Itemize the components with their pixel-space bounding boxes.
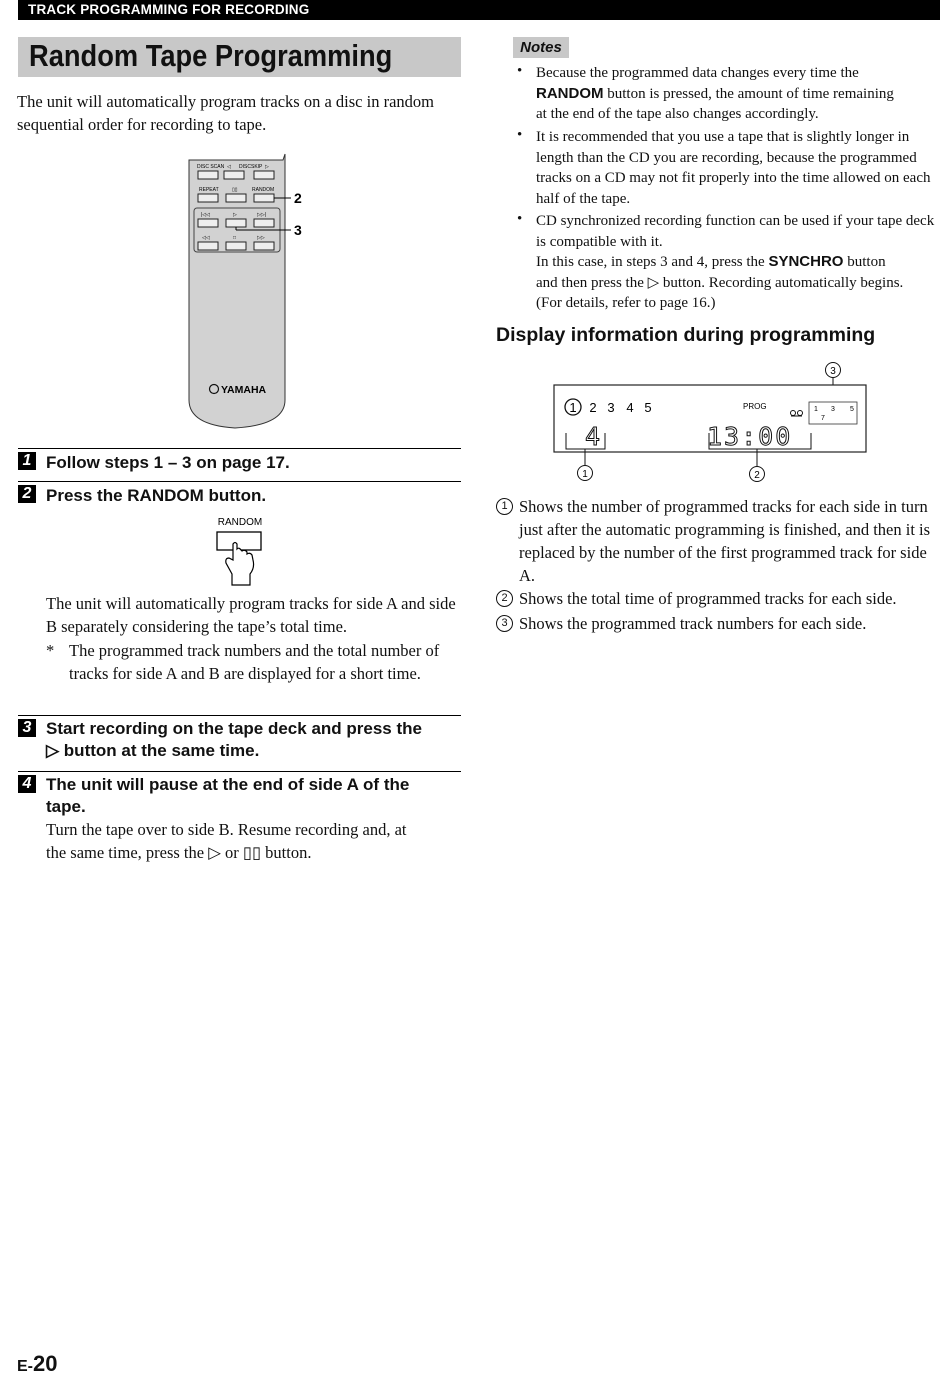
remote-button	[198, 171, 218, 179]
remote-button	[198, 219, 218, 227]
note-1	[536, 63, 940, 125]
step-number: 2	[18, 485, 36, 503]
note-3	[536, 211, 940, 314]
intro-text: The unit will automatically program tracks on a disc in random sequential order for recording to tape.	[17, 92, 434, 134]
page-title: Random Tape Programming	[29, 38, 393, 73]
step-number: 3	[18, 719, 36, 737]
display-item-3: Shows the programmed track numbers for each side.	[519, 614, 867, 633]
step-number: 1	[18, 452, 36, 470]
item-number-circle: 2	[496, 590, 513, 607]
step-1	[18, 448, 461, 481]
notes-label: Notes	[513, 37, 569, 58]
remote-label: SKIP	[251, 164, 263, 170]
step-title-line: Start recording on the tape deck and press the	[46, 719, 422, 738]
remote-label: ▷▷	[257, 235, 265, 241]
display-track: 5	[644, 400, 652, 415]
remote-label: ▷	[265, 164, 269, 170]
page-num: 20	[33, 1351, 58, 1376]
step-2-body: The unit will automatically program tracks for side A and side B separately considering the tape’s total time.	[46, 594, 456, 636]
track-count-display: 4	[585, 422, 601, 451]
step-4-body-line: the same time, press the ▷ or ▯▯ button.	[46, 843, 312, 862]
callout-3: 3	[294, 222, 302, 238]
note-1-line: at the end of the tape also changes accordingly.	[536, 106, 819, 123]
step-title: Follow steps 1 – 3 on page 17.	[46, 453, 290, 472]
remote-label: □	[233, 235, 237, 241]
display-track: 3	[607, 400, 615, 415]
step-2-note: The programmed track numbers and the total number of tracks for side A and B are displayed for a short time.	[69, 641, 440, 683]
remote-label: ◁	[227, 164, 231, 170]
remote-button	[254, 219, 274, 227]
note-3-text: button	[843, 254, 886, 271]
title-box	[18, 37, 461, 77]
remote-button	[254, 242, 274, 250]
grid-track: 5	[850, 406, 854, 413]
step-title-line: ▷ button at the same time.	[46, 741, 260, 760]
display-track: 4	[626, 400, 634, 415]
step-number: 4	[18, 775, 36, 793]
bullet-icon: •	[517, 211, 523, 227]
display-item-2: Shows the total time of programmed tracks for each side.	[519, 589, 897, 608]
grid-track: 3	[831, 406, 835, 413]
display-track: 2	[589, 400, 597, 415]
page-number	[17, 1351, 57, 1377]
callout-2: 2	[294, 190, 302, 206]
random-button-press-illustration	[205, 514, 275, 590]
step-title-line: tape.	[46, 797, 86, 816]
prog-indicator: PROG	[743, 402, 767, 411]
step-2	[18, 481, 461, 512]
step-title-line: The unit will pause at the end of side A of the	[46, 775, 410, 794]
remote-button	[198, 194, 218, 202]
note-2: It is recommended that you use a tape that is slightly longer in length than the CD you are recording, because the programmed tracks on a CD may not fit properly into the time allowed on each half of the tape.	[536, 129, 931, 207]
remote-label: |◁◁	[201, 212, 210, 218]
step-3	[18, 715, 461, 772]
asterisk-mark: *	[46, 641, 55, 660]
remote-label: ▷	[233, 212, 237, 218]
display-track: 1	[569, 400, 577, 415]
remote-label: ◁◁	[202, 235, 210, 241]
step-title: Press the RANDOM button.	[46, 486, 267, 505]
section-header-bar	[18, 0, 940, 20]
remote-control-illustration	[175, 150, 315, 430]
bullet-icon: •	[517, 127, 523, 143]
page-prefix: E-	[17, 1358, 33, 1375]
random-keyword: RANDOM	[536, 84, 604, 102]
remote-button	[226, 194, 246, 202]
item-number-circle: 1	[496, 498, 513, 515]
random-button	[254, 194, 274, 202]
synchro-keyword: SYNCHRO	[768, 253, 844, 271]
random-button-graphic	[217, 532, 261, 550]
remote-button	[224, 171, 244, 179]
random-button-label: RANDOM	[217, 517, 263, 528]
remote-button	[226, 242, 246, 250]
grid-track: 7	[821, 415, 825, 422]
note-3-line	[536, 252, 940, 273]
display-panel-illustration	[553, 358, 871, 488]
grid-track: 1	[814, 406, 818, 413]
display-item-1: Shows the number of programmed tracks for each side in turn just after the automatic programming is finished, and then it is replaced by the number of the first programmed track for side A.	[519, 497, 931, 585]
remote-label-disc-scan: DISC SCAN	[197, 164, 225, 170]
note-3-line: and then press the ▷ button. Recording automatically begins.	[536, 274, 904, 291]
play-button	[226, 219, 246, 227]
callout-1-label: 1	[582, 469, 588, 480]
note-1-text: button is pressed, the amount of time remaining	[603, 85, 894, 102]
remote-label: DISC	[239, 164, 251, 170]
item-number-circle: 3	[496, 615, 513, 632]
remote-label-repeat: REPEAT	[199, 187, 219, 193]
display-info-heading: Display information during programming	[496, 324, 876, 346]
bullet-icon: •	[517, 63, 523, 79]
remote-label-random: RANDOM	[252, 187, 275, 193]
remote-label: ▷▷|	[257, 212, 266, 218]
note-3-line: (For details, refer to page 16.)	[536, 295, 716, 312]
note-1-line	[536, 84, 940, 105]
remote-brand: YAMAHA	[221, 384, 267, 396]
callout-3-label: 3	[830, 366, 836, 377]
remote-label: ▯▯	[232, 187, 238, 193]
remote-button	[254, 171, 274, 179]
note-3-line: CD synchronized recording function can be used if your tape deck is compatible with it.	[536, 213, 935, 250]
section-header: TRACK PROGRAMMING FOR RECORDING	[28, 2, 310, 17]
step-4-body-line: Turn the tape over to side B. Resume recording and, at	[46, 820, 407, 839]
callout-2-label: 2	[754, 470, 760, 481]
time-display: 13:00	[707, 422, 793, 451]
remote-button	[198, 242, 218, 250]
note-3-text: In this case, in steps 3 and 4, press the	[536, 254, 769, 271]
note-1-line: Because the programmed data changes every time the	[536, 65, 859, 81]
